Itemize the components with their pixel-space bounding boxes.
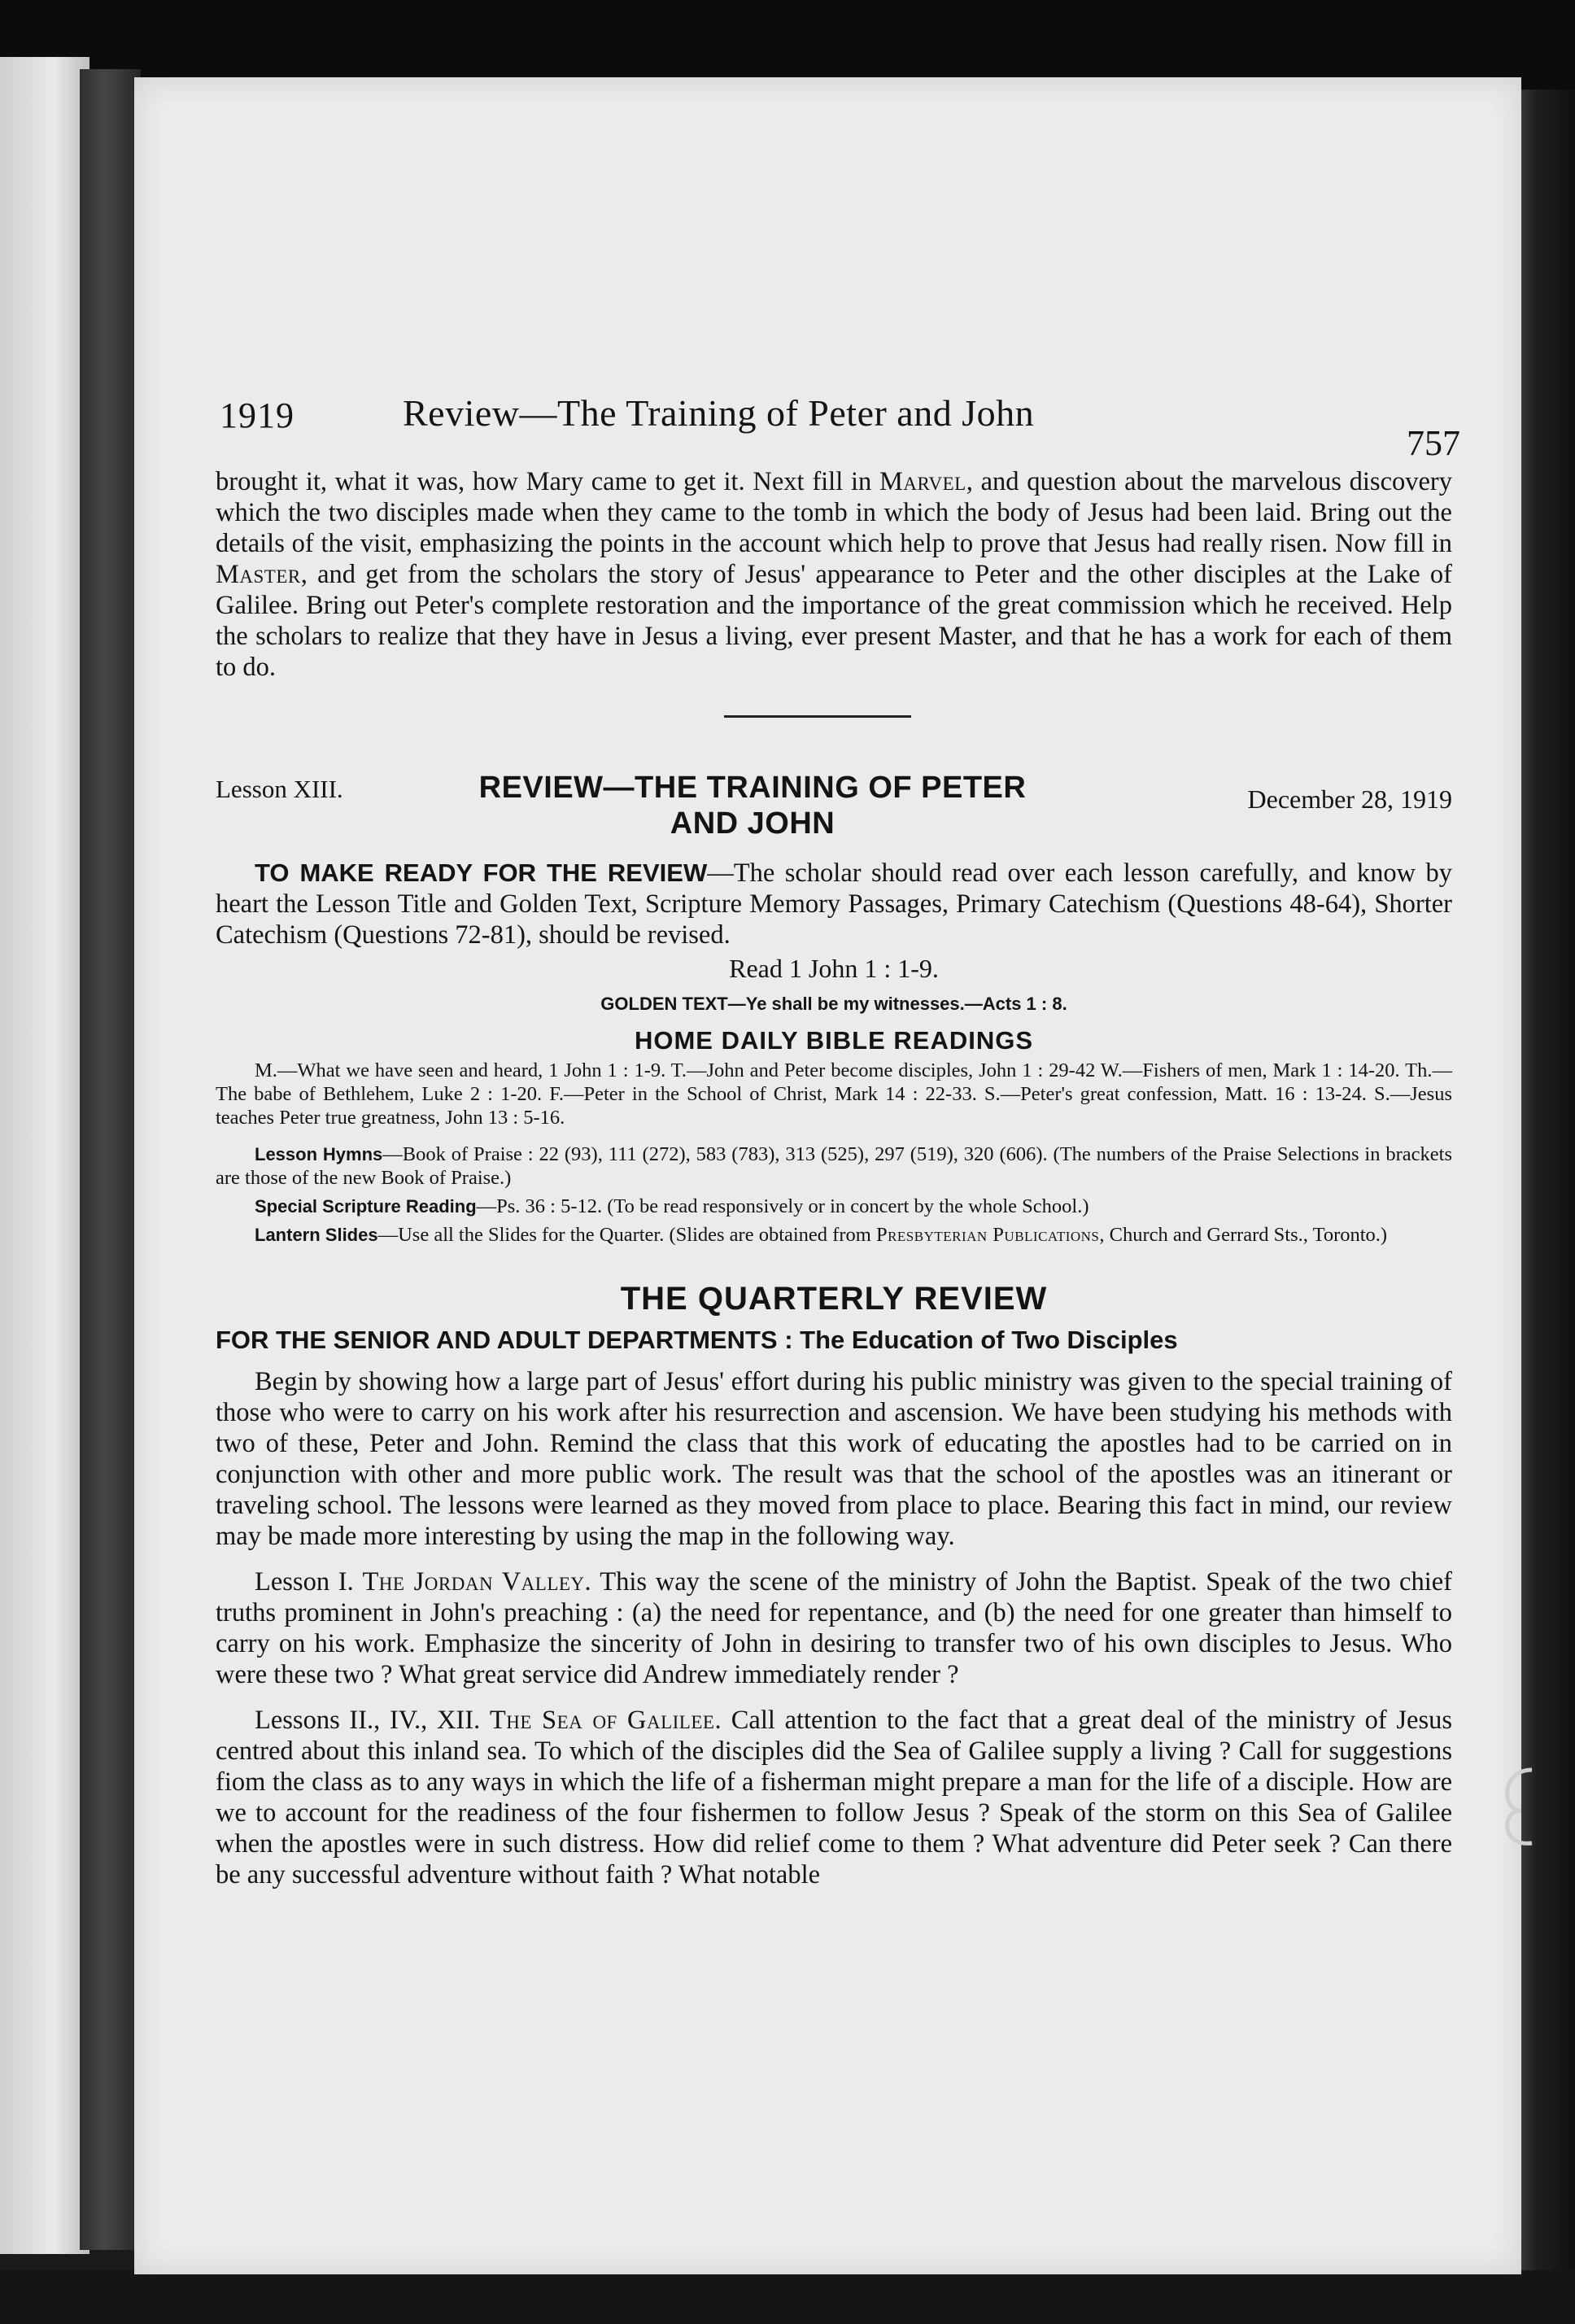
scan-right-border (1520, 90, 1575, 2324)
lesson-date: December 28, 1919 (1247, 784, 1452, 814)
lesson-2-place: The Sea of Galilee. (489, 1706, 722, 1735)
lesson-2-ref: Lessons II., IV., XII. (255, 1706, 481, 1735)
lesson-2-paragraph (216, 1705, 1452, 1890)
lantern-text-1: —Use all the Slides for the Quarter. (Slides are obtained from (377, 1224, 876, 1246)
lesson-1-text: This way the scene of the ministry of John the Baptist. Speak of the two chief truths prominent in John's preaching : (a) the need for repentance, and (b) the need for one greater than himself to carry on his work. Emphasize the sincerity of John in desiring to transfer two of his own disciples to Jesus. Who were these two ? What great service did Andrew immediately render ? (216, 1567, 1452, 1689)
lantern-paragraph (216, 1223, 1452, 1247)
scan-bottom-border (0, 2270, 1575, 2324)
lantern-text-2: , Church and Gerrard Sts., Toronto.) (1099, 1224, 1388, 1246)
hymns-label: Lesson Hymns (255, 1144, 383, 1164)
intro-text-2: , and question about the marvelous discovery which the two disciples made when they came to the tomb in which the body of Jesus had been laid. Bring out the details of the visit, emphasizing the points in the account which help to prove that Jesus had really risen. Now fill in (216, 467, 1452, 558)
scan-top-border (0, 0, 1575, 90)
lesson-title (443, 770, 1062, 841)
running-head (216, 321, 1460, 463)
home-readings-text: M.—What we have seen and heard, 1 John 1 : 1-9. T.—John and Peter become disciples, John 1 : 29-42 W.—Fishers of men, Mark 1 : 14-20. Th.—The babe of Bethlehem, Luke 2 : 1-20. F.—Peter in the School of Christ, Mark 14 : 22-33. S.—Peter's great confession, Matt. 16 : 13-24. S.—Jesus teaches Peter true greatness, John 13 : 5-16. (216, 1059, 1452, 1129)
read-line: Read 1 John 1 : 1-9. (729, 954, 939, 983)
lesson-1-place: The Jordan Valley. (362, 1567, 592, 1597)
ready-heading: TO MAKE READY FOR THE REVIEW (255, 858, 708, 887)
intro-text-1: brought it, what it was, how Mary came to get it. Next fill in (216, 467, 880, 496)
intro-master: Master (216, 560, 301, 589)
lesson-number: Lesson XIII. (216, 775, 343, 803)
page-clip-mark (1485, 1762, 1534, 1851)
intro-paragraph (216, 466, 1452, 683)
lesson-title-line-1: REVIEW—THE TRAINING OF PETER (478, 771, 1027, 805)
special-reading-paragraph (216, 1195, 1452, 1218)
running-head-title: Review—The Training of Peter and John (403, 392, 1035, 434)
page-number: 757 (1407, 423, 1460, 463)
lesson-1-ref: Lesson I. (255, 1567, 354, 1597)
section-divider (724, 715, 911, 718)
golden-text: GOLDEN TEXT—Ye shall be my witnesses.—Acts 1 : 8. (600, 994, 1067, 1014)
running-head-year: 1919 (220, 395, 294, 435)
ready-text: —The scholar should read over each lesson carefully, and know by heart the Lesson Title and Golden Text, Scripture Memory Passages, Primary Catechism (Questions 48-64), Shorter Catechism (Questions 72-81), should be revised. (216, 858, 1453, 950)
quarterly-review-heading: THE QUARTERLY REVIEW (620, 1281, 1048, 1317)
page-content (216, 321, 1460, 1890)
department-heading: FOR THE SENIOR AND ADULT DEPARTMENTS : The Education of Two Disciples (216, 1326, 1178, 1354)
hymns-paragraph (216, 1142, 1452, 1190)
facing-page-edge (0, 57, 89, 2254)
hymns-text: —Book of Praise : 22 (93), 111 (272), 583 (783), 313 (525), 297 (519), 320 (606). (The numbers of the Praise Selections in brackets are those of the new Book of Praise.) (216, 1143, 1452, 1189)
home-readings-heading: HOME DAILY BIBLE READINGS (634, 1026, 1034, 1055)
book-page (134, 77, 1521, 2274)
book-binding (80, 69, 141, 2250)
lesson-title-line-2: AND JOHN (670, 806, 835, 841)
lesson-2-text: Call attention to the fact that a great deal of the ministry of Jesus centred about this inland sea. To which of the disciples did the Sea of Galilee supply a living ? Call for suggestions fiom the class as to any ways in which the life of a fisherman might prepare a man for the life of a disciple. How are we to account for the readiness of the four fishermen to follow Jesus ? Speak of the storm on this Sea of Galilee when the apostles were in such distress. How did relief come to them ? What adventure did Peter seek ? Can there be any successful adventure without faith ? What notable (216, 1706, 1452, 1889)
ready-paragraph (216, 858, 1452, 950)
intro-marvel: Marvel (879, 467, 966, 496)
quarterly-intro-paragraph: Begin by showing how a large part of Jesus' effort during his public ministry was given to the special training of those who were to carry on his work after his resurrection and ascension. We have been studying his methods with two of these, Peter and John. Remind the class that this work of educating the apostles had to be carried on in conjunction with other and more public work. The result was that the school of the apostles was an itinerant or traveling school. The lessons were learned as they moved from place to place. Bearing this fact in mind, our review may be made more interesting by using the map in the following way. (216, 1367, 1452, 1551)
special-reading-text: —Ps. 36 : 5-12. (To be read responsively or in concert by the whole School.) (476, 1195, 1089, 1217)
intro-text-3: , and get from the scholars the story of Jesus' appearance to Peter and the other disciples at the Lake of Galilee. Bring out Peter's complete restoration and the importance of the great commission which he received. Help the scholars to realize that they have in Jesus a living, ever present Master, and that he has a work for each of them to do. (216, 560, 1452, 682)
lantern-label: Lantern Slides (255, 1225, 378, 1245)
lantern-publisher: Presbyterian Publications (875, 1224, 1100, 1246)
lesson-heading (216, 767, 1452, 858)
lesson-1-paragraph (216, 1566, 1452, 1690)
special-reading-label: Special Scripture Reading (255, 1196, 477, 1217)
